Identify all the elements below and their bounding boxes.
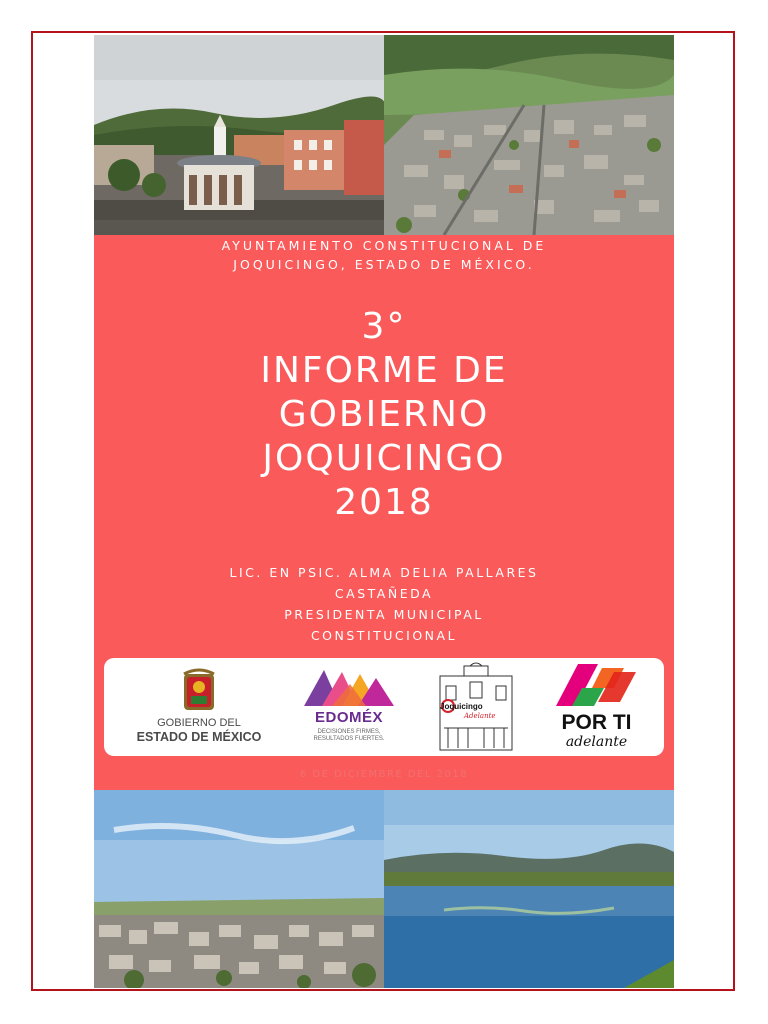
state-coat-of-arms-icon xyxy=(124,658,274,716)
report-cover xyxy=(94,35,674,988)
por-ti-name: POR TI xyxy=(561,711,632,734)
title-line: INFORME DE xyxy=(260,350,508,391)
title-line: JOQUICINGO xyxy=(262,438,506,479)
joquicingo-name: Joquicingo xyxy=(440,702,483,711)
mayor-credit xyxy=(94,562,674,646)
municipality-line: AYUNTAMIENTO CONSTITUCIONAL DE xyxy=(221,238,547,253)
gobierno-line-2: ESTADO DE MÉXICO xyxy=(136,730,262,744)
gobierno-estado-mexico-logo xyxy=(124,658,274,756)
logo-band xyxy=(104,658,664,756)
mayor-title-line: CONSTITUCIONAL xyxy=(310,628,458,643)
mayor-name-line: CASTAÑEDA xyxy=(334,586,434,601)
mayor-title-line: PRESIDENTA MUNICIPAL xyxy=(284,607,484,622)
report-title xyxy=(94,305,674,525)
edomex-mountains-icon xyxy=(294,658,404,708)
aerial-town-photo xyxy=(384,35,674,235)
town-panorama-photo xyxy=(94,790,384,988)
gobierno-line-1: GOBIERNO DEL xyxy=(157,717,241,729)
por-ti-shape-icon xyxy=(544,658,649,710)
town-plaza-photo xyxy=(94,35,384,235)
lagoon-photo xyxy=(384,790,674,988)
edomex-name: EDOMÉX xyxy=(314,709,383,726)
title-line: GOBIERNO xyxy=(278,394,490,435)
joquicingo-adelante-logo xyxy=(434,658,519,756)
report-date: 6 DE DICIEMBRE DEL 2018 xyxy=(299,769,469,780)
joquicingo-sub: Adelante xyxy=(464,712,496,720)
report-edition: 3° xyxy=(361,306,407,347)
report-year: 2018 xyxy=(334,482,434,523)
municipality-line: JOQUICINGO, ESTADO DE MÉXICO. xyxy=(233,257,535,272)
por-ti-adelante-logo xyxy=(544,658,649,756)
edomex-logo xyxy=(294,658,404,756)
municipality-heading xyxy=(94,236,674,274)
edomex-tagline: DECISIONES FIRMES, RESULTADOS FUERTES. xyxy=(313,729,385,742)
por-ti-sub: adelante xyxy=(565,734,628,750)
mayor-name-line: LIC. EN PSIC. ALMA DELIA PALLARES xyxy=(229,565,539,580)
